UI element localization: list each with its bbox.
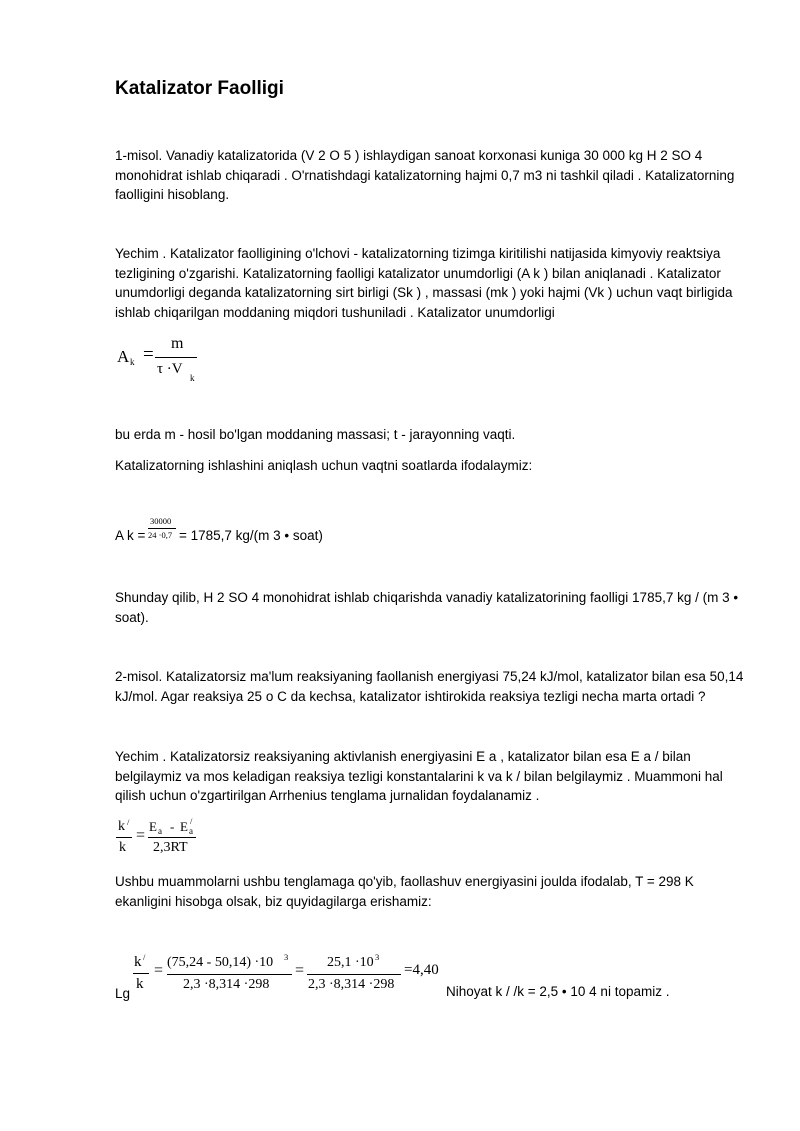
arrhenius-k: k xyxy=(119,840,126,855)
variables-text: bu erda m - hosil bo'lgan moddaning massasi; t - jarayonning vaqti. xyxy=(115,427,516,442)
fraction-line xyxy=(133,973,149,974)
formula-calculation xyxy=(115,512,515,548)
arrhenius-prime: / xyxy=(127,817,130,827)
final-prime: / xyxy=(143,952,146,962)
final-denominator-2: 2,3 ·8,314 ·298 xyxy=(183,977,270,992)
formula-numerator: m xyxy=(171,335,184,352)
fraction-line xyxy=(155,357,197,358)
arrhenius-denominator: 2,3RT xyxy=(153,840,188,855)
arrhenius-k-prime: k xyxy=(118,819,125,834)
final-conclusion: Nihoyat k / /k = 2,5 • 10 4 ni topamiz . xyxy=(446,984,670,999)
arrhenius-minus: - xyxy=(170,819,175,834)
calc-prefix: A k = xyxy=(115,528,146,543)
final-denominator-3: 2,3 ·8,314 ·298 xyxy=(308,977,395,992)
final-equals-1: = xyxy=(154,962,164,979)
formula-denominator-sub: k xyxy=(190,373,195,383)
final-numerator-3: 25,1 ·10 xyxy=(327,955,374,970)
final-lg: Lg xyxy=(115,986,131,1001)
final-numerator-2-exp: 3 xyxy=(284,952,289,962)
fraction-line xyxy=(148,837,196,838)
page-title: Katalizator Faolligi xyxy=(115,78,284,99)
formula-equals: = xyxy=(143,344,154,365)
arrhenius-equals: = xyxy=(136,827,146,844)
fraction-line xyxy=(148,528,176,529)
substitution-text: Ushbu muammolarni ushbu tenglamaga qo'yib, faollashuv energiyasini joulda ifodalab, T = 298 K ekanligini hisobga olsak, biz quyidagilarga erishamiz: xyxy=(115,874,694,909)
arrhenius-ea-prime: E xyxy=(180,819,188,834)
calc-denominator: 24 ·0,7 xyxy=(148,530,173,540)
time-text: Katalizatorning ishlashini aniqlash uchun vaqtni soatlarda ifodalaymiz: xyxy=(115,458,533,473)
final-result: =4,40 xyxy=(404,962,439,978)
example-2-text: 2-misol. Katalizatorsiz ma'lum reaksiyaning faollanish energiyasi 75,24 kJ/mol, katalizator bilan esa 50,14 kJ/mol. Agar reaksiya 25 o C da kechsa, katalizator ishtirokida reaksiya tezligi necha marta ortadi ? xyxy=(115,669,744,704)
formula-lhs: A xyxy=(117,347,130,366)
arrhenius-ea-prime-mark: / xyxy=(190,816,193,826)
final-k-prime: k xyxy=(134,954,142,970)
calc-numerator: 30000 xyxy=(150,516,172,526)
fraction-line xyxy=(167,974,292,975)
conclusion-1-text: Shunday qilib, H 2 SO 4 monohidrat ishlab chiqarishda vanadiy katalizatorining faolligi 1785,7 kg / (m 3 • soat). xyxy=(115,590,739,625)
formula-denominator: τ ·V xyxy=(157,361,183,377)
formula-arrhenius xyxy=(115,817,235,861)
example-1-text: 1-misol. Vanadiy katalizatorida (V 2 O 5 ) ishlaydigan sanoat korxonasi kuniga 30 000 kg H 2 SO 4 monohidrat ishlab chiqaradi . O'rnatishdagi katalizatorning hajmi 0,7 m3 ni tashkil qiladi . Katalizatorning faolligini hisoblang. xyxy=(115,148,735,202)
solution-2-text: Yechim . Katalizatorsiz reaksiyaning aktivlanish energiyasini E a , katalizator bilan esa E a / bilan belgilaymiz va mos keladigan reaksiya tezligi konstantalarini k va k / bilan belgilaymiz . Muammoni hal qilish uchun o'zgartirilgan Arrhenius tenglama jurnalidan foydalanamiz . xyxy=(115,749,723,803)
solution-1-text: Yechim . Katalizator faolligining o'lchovi - katalizatorning tizimga kiritilishi natijasida kimyoviy reaktsiya tezligining o'zgarishi. Katalizatorning faolligi katalizator unumdorligi (A k ) bilan aniqlanadi . Katalizator unumdorligi deganda katalizatorning sirt birligi (Sk ) , massasi (mk ) yoki hajmi (Vk ) uchun vaqt birligida ishlab chiqarilgan moddaning miqdori tushuniladi . Katalizator unumdorligi xyxy=(115,246,733,320)
final-numerator-3-exp: 3 xyxy=(375,952,380,962)
fraction-line xyxy=(307,974,401,975)
final-numerator-2: (75,24 - 50,14) ·10 xyxy=(167,955,274,970)
fraction-line xyxy=(116,837,132,838)
final-equals-2: = xyxy=(295,962,305,979)
calc-result: = 1785,7 kg/(m 3 • soat) xyxy=(179,528,323,543)
formula-lhs-sub: k xyxy=(130,357,135,367)
arrhenius-ea-sub: a xyxy=(158,826,162,836)
arrhenius-ea: E xyxy=(149,819,157,834)
formula-productivity xyxy=(115,335,215,385)
final-k: k xyxy=(136,976,144,992)
arrhenius-ea-prime-sub: a xyxy=(189,826,193,836)
formula-final xyxy=(115,950,715,1006)
